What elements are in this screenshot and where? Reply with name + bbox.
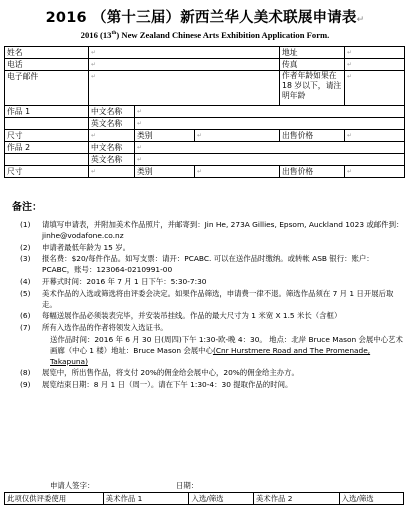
note-item: (1) 请填写申请表，并附加美术作品照片，并邮寄到：Jin He, 273A Gillies, Epsom, Auckland 1023 或邮件到：jinhe@vodafone.co.nz bbox=[20, 220, 404, 240]
official-select2-field[interactable]: 入选/筛选 bbox=[339, 493, 403, 505]
note-item: (6) 每幅送展作品必须装表完毕，并安装吊挂线。作品的最大尺寸为 1 米宽 X 1.5 米长（含框） bbox=[20, 311, 342, 321]
address-field[interactable]: ↵ bbox=[345, 47, 405, 59]
official-artwork1-label: 美术作品 1 bbox=[103, 493, 189, 505]
notes-list bbox=[12, 220, 404, 392]
applicant-signature-label: 申请人签字： bbox=[50, 481, 95, 490]
artwork2-cn-title-field[interactable]: ↵ bbox=[135, 142, 405, 154]
phone-label: 电话 bbox=[5, 59, 89, 71]
artwork1-price-label: 出售价格 bbox=[280, 130, 345, 142]
note-item: (8) 展览中，所出售作品，将支付 20%的佣金给会展中心，20%的佣金给主办方。 bbox=[20, 368, 299, 378]
artwork2-category-field[interactable]: ↵ bbox=[195, 166, 280, 178]
artwork2-price-field[interactable]: ↵ bbox=[345, 166, 405, 178]
date-label: 日期： bbox=[176, 481, 199, 490]
official-select1-field[interactable]: 入选/筛选 bbox=[189, 493, 253, 505]
page-subtitle: 2016 (13th) New Zealand Chinese Arts Exhibition Application Form. bbox=[80, 30, 330, 40]
artwork2-size-label: 尺寸 bbox=[5, 166, 89, 178]
artwork2-label: 作品 2 bbox=[5, 142, 89, 154]
artwork2-price-label: 出售价格 bbox=[280, 166, 345, 178]
note-item: (4) 开幕式时间：2016 年 7 月 1 日下午：5:30-7:30 bbox=[20, 276, 207, 286]
name-label: 姓名 bbox=[5, 47, 89, 59]
artwork2-category-label: 类别 bbox=[135, 166, 195, 178]
official-use-table bbox=[4, 492, 404, 505]
email-label: 电子邮件 bbox=[5, 71, 89, 106]
artwork1-size-field[interactable]: ↵ bbox=[89, 130, 135, 142]
artwork2-cn-title-label: 中文名称 bbox=[89, 142, 135, 154]
phone-field[interactable]: ↵ bbox=[89, 59, 280, 71]
artwork2-en-title-label: 英文名称 bbox=[89, 154, 135, 166]
artwork1-category-field[interactable]: ↵ bbox=[195, 130, 280, 142]
fax-field[interactable]: ↵ bbox=[345, 59, 405, 71]
minor-age-label: 作者年龄如果在 18 岁以下，请注明年龄 bbox=[280, 71, 345, 106]
note-item: (5) 美术作品的入选或筛选将由评委会决定。如果作品筛选，申请费一律不退。筛选作品须在 7 月 1 日开展后取走。 bbox=[20, 288, 394, 309]
artwork2-en-title-field[interactable]: ↵ bbox=[135, 154, 405, 166]
signature-line bbox=[50, 480, 199, 491]
application-form-table bbox=[4, 46, 405, 178]
fax-label: 传真 bbox=[280, 59, 345, 71]
notes-heading: 备注： bbox=[12, 202, 42, 213]
name-field[interactable]: ↵ bbox=[89, 47, 280, 59]
address-label: 地址 bbox=[280, 47, 345, 59]
email-field[interactable]: ↵ bbox=[89, 71, 280, 106]
artwork2-size-field[interactable]: ↵ bbox=[89, 166, 135, 178]
minor-age-field[interactable]: ↵ bbox=[345, 71, 405, 106]
note-item: (3) 报名费：$20/每件作品。如写支票：请开：PCABC. 可以在送作品时缴纳。或转帐 ASB 银行：账户：PCABC，账号：123064-0210991-00 bbox=[20, 254, 374, 275]
page-title: 2016 （第十三届）新西兰华人美术联展申请表↵ bbox=[45, 10, 365, 26]
artwork1-cn-title-field[interactable]: ↵ bbox=[135, 106, 405, 118]
note-item: (9) 展览结束日期：8 月 1 日（周一）。请在下午 1:30-4：30 提取作品的时间。 bbox=[20, 380, 293, 390]
artwork1-category-label: 类别 bbox=[135, 130, 195, 142]
artwork1-en-title-field[interactable]: ↵ bbox=[135, 118, 405, 130]
artwork1-cn-title-label: 中文名称 bbox=[89, 106, 135, 118]
note-item: (7) 所有入选作品的作者将领发入选证书。 bbox=[20, 323, 168, 333]
official-use-label: 此项仅供评委使用 bbox=[5, 493, 104, 505]
artwork1-size-label: 尺寸 bbox=[5, 130, 89, 142]
return-mark-icon: ↵ bbox=[356, 15, 365, 25]
artwork1-en-title-label: 英文名称 bbox=[89, 118, 135, 130]
official-artwork2-label: 美术作品 2 bbox=[253, 493, 339, 505]
artwork1-label: 作品 1 bbox=[5, 106, 89, 118]
delivery-info: 送作品时间：2016 年 6 月 30 日(周四)下午 1:30-欧-晚 4：30。 地点：北岸 Bruce Mason 会展中心艺术画廊（中心 1 楼）地址：Bruce Mason 会展中心(Cnr Hurstmere Road and The Promenade, Takapuna) bbox=[50, 334, 403, 366]
artwork1-price-field[interactable]: ↵ bbox=[345, 130, 405, 142]
note-item: (2) 申请者最低年龄为 15 岁。 bbox=[20, 242, 131, 252]
